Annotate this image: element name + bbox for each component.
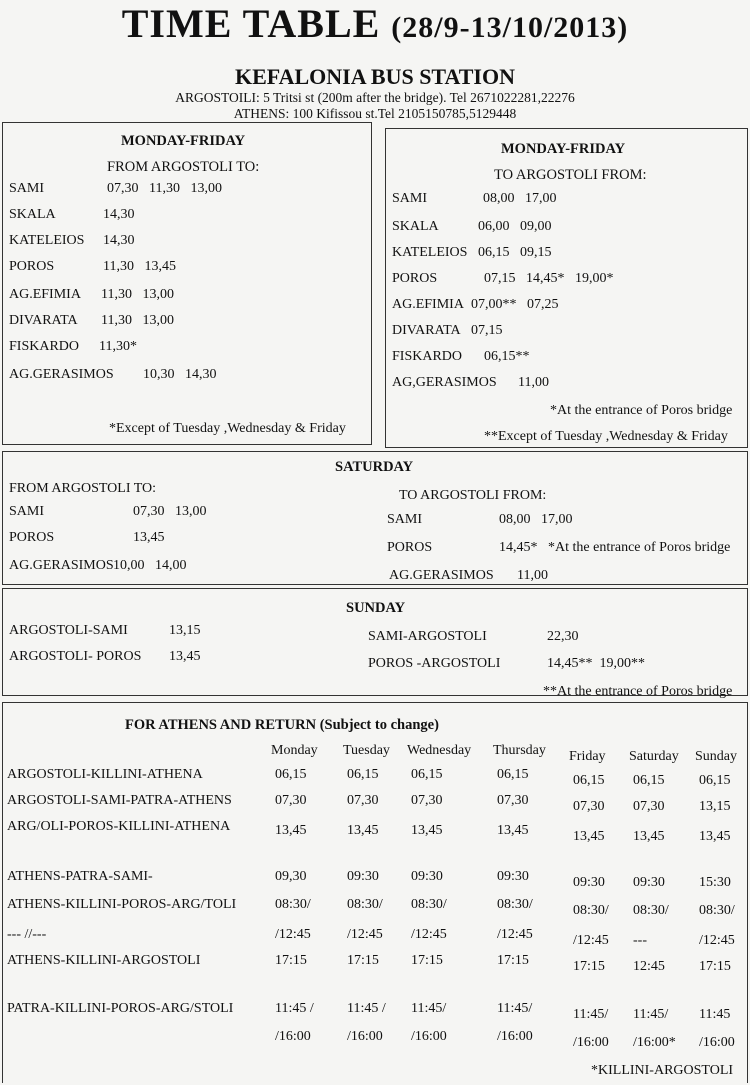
weekday-to-heading: MONDAY-FRIDAY — [501, 141, 626, 157]
athens-day-header: Tuesday — [343, 743, 390, 758]
weekday-from-times: 11,30 13,45 — [103, 259, 176, 274]
athens-route: ARGOSTOLI-KILLINI-ATHENA — [7, 767, 203, 782]
saturday-from-destination: POROS — [9, 530, 55, 545]
athens-time-cell: 09:30 — [347, 869, 379, 884]
sunday-right-route: SAMI-ARGOSTOLI — [368, 629, 487, 644]
weekday-to-box — [385, 128, 748, 448]
athens-day-header: Wednesday — [407, 743, 472, 758]
sunday-heading: SUNDAY — [346, 600, 406, 616]
athens-time-cell: 06,15 — [275, 767, 307, 782]
sunday-left-route: ARGOSTOLI-SAMI — [9, 623, 128, 638]
address-athens: ATHENS: 100 Kifissou st.Tel 2105150785,5129448 — [233, 106, 517, 121]
athens-time-cell: 07,30 — [347, 793, 379, 808]
weekday-to-times: 06,00 09,00 — [478, 219, 552, 234]
athens-time-cell: 13,45 — [633, 829, 665, 844]
athens-time-cell: /16:00* — [633, 1035, 676, 1050]
saturday-to-times: 08,00 17,00 — [499, 512, 573, 527]
weekday-from-times: 07,30 11,30 13,00 — [107, 181, 222, 196]
athens-time-cell: --- — [633, 933, 647, 948]
athens-time-cell: 07,30 — [275, 793, 307, 808]
weekday-from-times: 14,30 — [103, 233, 135, 248]
athens-time-cell: 11:45/ — [633, 1007, 669, 1022]
athens-time-cell: /12:45 — [573, 933, 609, 948]
weekday-from-destination: SAMI — [9, 181, 45, 196]
athens-time-cell: 08:30/ — [275, 897, 311, 912]
athens-time-cell: /12:45 — [497, 927, 533, 942]
weekday-to-times: 07,15 14,45* 19,00* — [484, 271, 614, 286]
athens-time-cell: 13,45 — [573, 829, 605, 844]
athens-route: ARGOSTOLI-SAMI-PATRA-ATHENS — [7, 793, 232, 808]
athens-route: --- //--- — [7, 927, 47, 942]
athens-time-cell: 06,15 — [411, 767, 443, 782]
address-argostoli: ARGOSTOILI: 5 Tritsi st (200m after the bridge). Tel 2671022281,22276 — [175, 90, 575, 105]
weekday-from-times: 10,30 14,30 — [143, 367, 217, 382]
athens-route: ATHENS-KILLINI-POROS-ARG/TOLI — [7, 897, 237, 912]
athens-time-cell: 11:45 — [699, 1007, 731, 1022]
weekday-to-times: 08,00 17,00 — [483, 191, 557, 206]
athens-route: PATRA-KILLINI-POROS-ARG/STOLI — [7, 1001, 234, 1016]
saturday-from-heading: FROM ARGOSTOLI TO: — [9, 481, 157, 496]
athens-time-cell: 06,15 — [497, 767, 529, 782]
weekday-to-destination: SKALA — [392, 219, 439, 234]
saturday-from-destination: AG.GERASIMOS — [9, 558, 114, 573]
athens-time-cell: 17:15 — [411, 953, 443, 968]
athens-time-cell: 17:15 — [699, 959, 731, 974]
athens-time-cell: 08:30/ — [347, 897, 383, 912]
weekday-to-times: 11,00 — [518, 375, 549, 390]
weekday-from-destination: AG.EFIMIA — [9, 287, 81, 302]
athens-time-cell: 11:45/ — [411, 1001, 447, 1016]
weekday-from-destination: SKALA — [9, 207, 56, 222]
weekday-from-subheading: FROM ARGOSTOLI TO: — [107, 159, 260, 175]
athens-time-cell: 09:30 — [497, 869, 529, 884]
athens-time-cell: 09,30 — [275, 869, 307, 884]
athens-time-cell: 08:30/ — [411, 897, 447, 912]
athens-time-cell: /12:45 — [347, 927, 383, 942]
athens-time-cell: 17:15 — [573, 959, 605, 974]
athens-time-cell: /16:00 — [699, 1035, 735, 1050]
sunday-left-times: 13,45 — [169, 649, 201, 664]
weekday-from-destination: FISKARDO — [9, 339, 80, 354]
saturday-to-times: 14,45* *At the entrance of Poros bridge — [499, 540, 731, 555]
athens-time-cell: 06,15 — [633, 773, 665, 788]
station-name: KEFALONIA BUS STATION — [235, 64, 515, 89]
athens-day-header: Sunday — [695, 749, 737, 764]
athens-time-cell: 17:15 — [497, 953, 529, 968]
athens-time-cell: /16:00 — [573, 1035, 609, 1050]
weekday-to-destination: DIVARATA — [392, 323, 461, 338]
athens-day-header: Thursday — [493, 743, 546, 758]
weekday-from-times: 14,30 — [103, 207, 135, 222]
weekday-to-destination: POROS — [392, 271, 438, 286]
title-dates: (28/9-13/10/2013) — [391, 11, 629, 44]
sunday-left-times: 13,15 — [169, 623, 201, 638]
athens-time-cell: 13,15 — [699, 799, 731, 814]
saturday-to-destination: POROS — [387, 540, 433, 555]
weekday-to-times: 06,15** — [484, 349, 530, 364]
saturday-from-times: 13,45 — [133, 530, 165, 545]
weekday-to-times: 07,15 — [471, 323, 503, 338]
athens-time-cell: 13,45 — [275, 823, 307, 838]
weekday-from-destination: POROS — [9, 259, 55, 274]
sunday-box — [2, 588, 748, 699]
athens-day-header: Saturday — [629, 749, 679, 764]
athens-time-cell: 08:30/ — [699, 903, 735, 918]
saturday-to-times: 11,00 — [517, 568, 548, 583]
weekday-to-times: 07,00** 07,25 — [471, 297, 559, 312]
athens-time-cell: 06,15 — [699, 773, 731, 788]
athens-time-cell: 07,30 — [573, 799, 605, 814]
athens-note: *KILLINI-ARGOSTOLI — [591, 1063, 734, 1078]
athens-time-cell: /16:00 — [497, 1029, 533, 1044]
athens-time-cell: 13,45 — [497, 823, 529, 838]
athens-time-cell: 07,30 — [411, 793, 443, 808]
weekday-from-destination: KATELEIOS — [9, 233, 85, 248]
athens-time-cell: 17:15 — [275, 953, 307, 968]
athens-time-cell: 11:45 / — [347, 1001, 386, 1016]
weekday-to-times: 06,15 09,15 — [478, 245, 552, 260]
athens-time-cell: 11:45/ — [573, 1007, 609, 1022]
sunday-note: **At the entrance of Poros bridge — [543, 684, 733, 699]
weekday-from-destination: DIVARATA — [9, 313, 78, 328]
weekday-to-destination: AG,GERASIMOS — [392, 375, 497, 390]
weekday-to-destination: AG.EFIMIA — [392, 297, 464, 312]
saturday-box — [2, 451, 748, 585]
weekday-to-destination: FISKARDO — [392, 349, 463, 364]
athens-time-cell: 08:30/ — [573, 903, 609, 918]
athens-time-cell: 13,45 — [699, 829, 731, 844]
weekday-to-note1: *At the entrance of Poros bridge — [550, 403, 733, 418]
athens-time-cell: 11:45 / — [275, 1001, 314, 1016]
athens-time-cell: /12:45 — [275, 927, 311, 942]
weekday-from-times: 11,30* — [99, 339, 137, 354]
saturday-to-destination: SAMI — [387, 512, 423, 527]
athens-route: ATHENS-PATRA-SAMI- — [7, 869, 153, 884]
athens-time-cell: 07,30 — [633, 799, 665, 814]
saturday-heading: SATURDAY — [335, 459, 414, 475]
weekday-to-note2: **Except of Tuesday ,Wednesday & Friday — [484, 429, 728, 444]
athens-route: ATHENS-KILLINI-ARGOSTOLI — [7, 953, 201, 968]
athens-day-header: Friday — [569, 749, 606, 764]
sunday-right-times: 22,30 — [547, 629, 579, 644]
athens-time-cell: 17:15 — [347, 953, 379, 968]
athens-heading: FOR ATHENS AND RETURN (Subject to change) — [125, 717, 439, 733]
athens-time-cell: 09:30 — [573, 875, 605, 890]
athens-time-cell: 09:30 — [411, 869, 443, 884]
athens-day-header: Monday — [271, 743, 318, 758]
athens-time-cell: 13,45 — [347, 823, 379, 838]
athens-time-cell: 11:45/ — [497, 1001, 533, 1016]
page-title — [0, 0, 750, 47]
athens-time-cell: 15:30 — [699, 875, 731, 890]
sunday-left-route: ARGOSTOLI- POROS — [9, 649, 142, 664]
athens-route: ARG/OLI-POROS-KILLINI-ATHENA — [7, 819, 231, 834]
athens-time-cell: 13,45 — [411, 823, 443, 838]
saturday-to-destination: AG.GERASIMOS — [389, 568, 494, 583]
weekday-from-heading: MONDAY-FRIDAY — [121, 133, 246, 149]
weekday-from-times: 11,30 13,00 — [101, 313, 174, 328]
title-text: TIME TABLE — [121, 1, 381, 46]
saturday-from-destination: SAMI — [9, 504, 45, 519]
weekday-from-box — [2, 122, 372, 445]
athens-time-cell: /16:00 — [347, 1029, 383, 1044]
saturday-from-times: 10,00 14,00 — [113, 558, 187, 573]
sunday-right-times: 14,45** 19,00** — [547, 656, 645, 671]
athens-time-cell: 08:30/ — [497, 897, 533, 912]
weekday-from-destination: AG.GERASIMOS — [9, 367, 114, 382]
athens-time-cell: 06,15 — [573, 773, 605, 788]
athens-time-cell: 09:30 — [633, 875, 665, 890]
saturday-from-times: 07,30 13,00 — [133, 504, 207, 519]
athens-time-cell: /16:00 — [411, 1029, 447, 1044]
athens-box — [2, 702, 748, 1083]
athens-time-cell: 07,30 — [497, 793, 529, 808]
athens-time-cell: /16:00 — [275, 1029, 311, 1044]
weekday-from-note: *Except of Tuesday ,Wednesday & Friday — [109, 421, 346, 436]
athens-time-cell: 08:30/ — [633, 903, 669, 918]
athens-time-cell: /12:45 — [699, 933, 735, 948]
sunday-right-route: POROS -ARGOSTOLI — [368, 656, 501, 671]
weekday-to-subheading: TO ARGOSTOLI FROM: — [494, 167, 647, 183]
weekday-to-destination: KATELEIOS — [392, 245, 468, 260]
athens-time-cell: /12:45 — [411, 927, 447, 942]
saturday-to-heading: TO ARGOSTOLI FROM: — [399, 488, 547, 503]
athens-time-cell: 12:45 — [633, 959, 665, 974]
weekday-to-destination: SAMI — [392, 191, 428, 206]
weekday-from-times: 11,30 13,00 — [101, 287, 174, 302]
athens-time-cell: 06,15 — [347, 767, 379, 782]
